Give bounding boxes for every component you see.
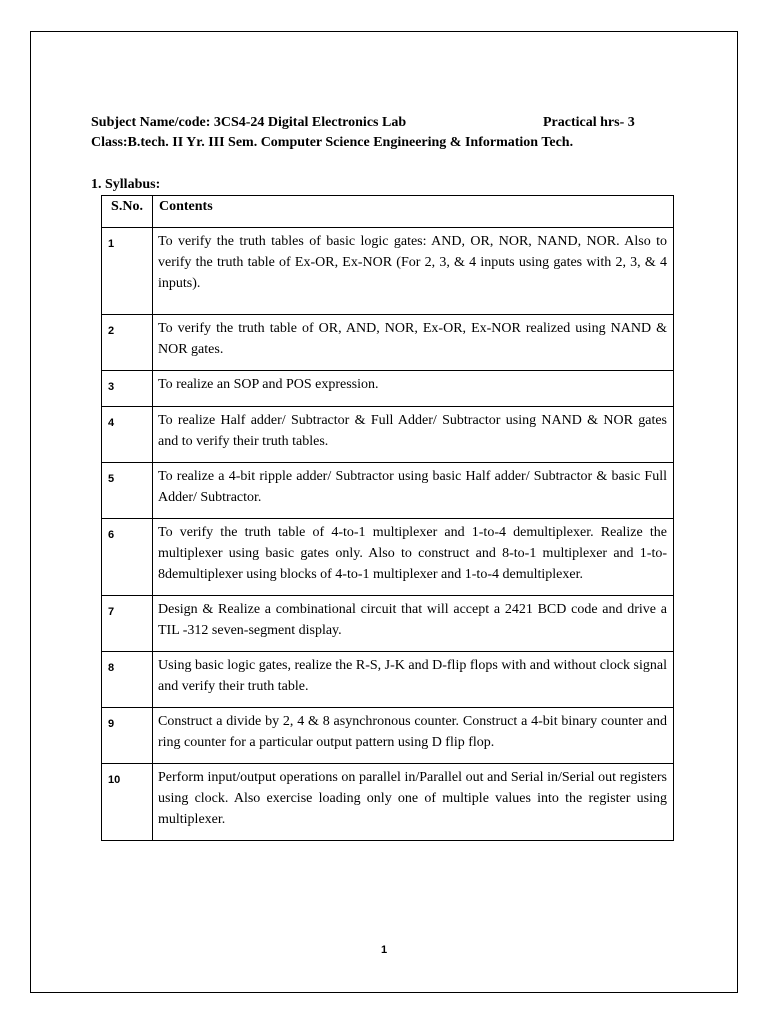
class-line: Class:B.tech. II Yr. III Sem. Computer Science Engineering & Information Tech. [91, 135, 574, 150]
row-number: 2 [102, 315, 153, 371]
row-content: Perform input/output operations on parallel in/Parallel out and Serial in/Serial out registers using clock. Also exercise loading only one of multiple values into the register using multiplexer. [153, 764, 674, 841]
row-number: 10 [102, 764, 153, 841]
row-content: Using basic logic gates, realize the R-S, J-K and D-flip flops with and without clock signal and verify their truth table. [153, 652, 674, 708]
row-content: Construct a divide by 2, 4 & 8 asynchronous counter. Construct a 4-bit binary counter and ring counter for a particular output pattern using D flip flop. [153, 708, 674, 764]
column-header-contents: Contents [153, 196, 674, 228]
table-row [102, 519, 674, 596]
table-row [102, 708, 674, 764]
table-row [102, 407, 674, 463]
row-content: To verify the truth table of 4-to-1 multiplexer and 1-to-4 demultiplexer. Realize the multiplexer using basic gates only. Also to construct and 8-to-1 multiplexer and 1-to-8demultiplexer using blocks of 4-to-1 multiplexer and 1-to-4 demultiplexer. [153, 519, 674, 596]
row-number: 6 [102, 519, 153, 596]
syllabus-table [101, 195, 674, 841]
row-content: To verify the truth tables of basic logic gates: AND, OR, NOR, NAND, NOR. Also to verify the truth table of Ex-OR, Ex-NOR (For 2, 3, & 4 inputs using gates with 2, 3, & 4 inputs). [153, 228, 674, 315]
table-row [102, 371, 674, 407]
table-row [102, 596, 674, 652]
practical-hours: Practical hrs- 3 [543, 115, 635, 130]
table-header-row [102, 196, 674, 228]
table-row [102, 764, 674, 841]
subject-line [91, 115, 651, 131]
section-title: 1. Syllabus: [91, 177, 161, 192]
row-number: 7 [102, 596, 153, 652]
subject-name-code: Subject Name/code: 3CS4-24 Digital Electronics Lab [91, 115, 407, 130]
table-row [102, 463, 674, 519]
row-content: To verify the truth table of OR, AND, NOR, Ex-OR, Ex-NOR realized using NAND & NOR gates. [153, 315, 674, 371]
table-row [102, 652, 674, 708]
table-row [102, 228, 674, 315]
row-content: Design & Realize a combinational circuit that will accept a 2421 BCD code and drive a TIL -312 seven-segment display. [153, 596, 674, 652]
row-number: 1 [102, 228, 153, 315]
row-number: 4 [102, 407, 153, 463]
row-number: 8 [102, 652, 153, 708]
row-number: 3 [102, 371, 153, 407]
row-content: To realize Half adder/ Subtractor & Full Adder/ Subtractor using NAND & NOR gates and to verify their truth tables. [153, 407, 674, 463]
row-number: 9 [102, 708, 153, 764]
row-number: 5 [102, 463, 153, 519]
table-row [102, 315, 674, 371]
page-number: 1 [380, 944, 388, 956]
row-content: To realize a 4-bit ripple adder/ Subtractor using basic Half adder/ Subtractor & basic Full Adder/ Subtractor. [153, 463, 674, 519]
column-header-sno: S.No. [102, 196, 153, 228]
row-content: To realize an SOP and POS expression. [153, 371, 674, 407]
